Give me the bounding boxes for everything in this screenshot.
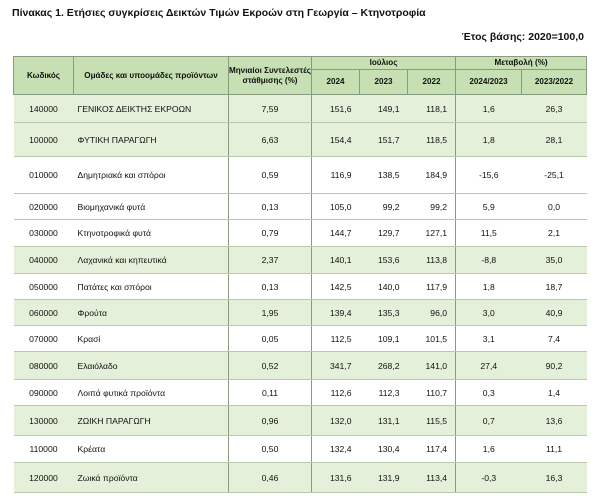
cell-group-name: Πατάτες και σπόροι	[74, 274, 229, 300]
header-year-2022: 2022	[408, 70, 456, 95]
cell-weight: 2,37	[229, 247, 312, 274]
cell-change-2024-2023: 1,8	[456, 123, 522, 157]
cell-weight: 0,96	[229, 406, 312, 436]
cell-change-2024-2023: -15,6	[456, 157, 522, 194]
cell-group-name: Λαχανικά και κηπευτικά	[74, 247, 229, 274]
cell-july-2024: 132,4	[312, 436, 360, 463]
cell-july-2023: 153,6	[360, 247, 408, 274]
cell-code: 130000	[14, 406, 74, 436]
header-year-2024: 2024	[312, 70, 360, 95]
cell-change-2024-2023: 1,6	[456, 436, 522, 463]
cell-change-2023-2022: 16,3	[522, 463, 587, 493]
cell-change-2024-2023: 0,7	[456, 406, 522, 436]
table-row	[14, 123, 587, 157]
cell-july-2024: 139,4	[312, 300, 360, 326]
table-row	[14, 274, 587, 300]
cell-july-2022: 101,5	[408, 326, 456, 352]
cell-july-2023: 131,1	[360, 406, 408, 436]
cell-change-2023-2022: 26,3	[522, 95, 587, 123]
cell-weight: 1,95	[229, 300, 312, 326]
table-row	[14, 352, 587, 380]
table-row	[14, 247, 587, 274]
cell-july-2023: 140,0	[360, 274, 408, 300]
cell-change-2024-2023: 5,9	[456, 194, 522, 220]
cell-july-2022: 96,0	[408, 300, 456, 326]
cell-code: 060000	[14, 300, 74, 326]
cell-change-2023-2022: 35,0	[522, 247, 587, 274]
cell-july-2023: 138,5	[360, 157, 408, 194]
cell-july-2024: 132,0	[312, 406, 360, 436]
cell-group-name: Ζωικά προϊόντα	[74, 463, 229, 493]
output-price-index-table	[13, 56, 587, 493]
cell-code: 050000	[14, 274, 74, 300]
cell-july-2022: 117,4	[408, 436, 456, 463]
header-change-2023-2022: 2023/2022	[522, 70, 587, 95]
cell-change-2024-2023: 0,3	[456, 380, 522, 406]
cell-code: 090000	[14, 380, 74, 406]
cell-weight: 0,13	[229, 274, 312, 300]
cell-weight: 0,52	[229, 352, 312, 380]
header-weights: Μηνιαίοι Συντελεστές στάθμισης (%)	[229, 57, 312, 95]
table-row	[14, 95, 587, 123]
cell-group-name: Ελαιόλαδο	[74, 352, 229, 380]
cell-july-2024: 112,6	[312, 380, 360, 406]
cell-weight: 0,05	[229, 326, 312, 352]
cell-july-2024: 142,5	[312, 274, 360, 300]
cell-change-2024-2023: 27,4	[456, 352, 522, 380]
cell-july-2022: 113,8	[408, 247, 456, 274]
cell-group-name: Δημητριακά και σπόροι	[74, 157, 229, 194]
table-row	[14, 300, 587, 326]
cell-july-2023: 131,9	[360, 463, 408, 493]
cell-july-2022: 127,1	[408, 220, 456, 247]
cell-july-2024: 140,1	[312, 247, 360, 274]
cell-change-2024-2023: -8,8	[456, 247, 522, 274]
table-row	[14, 220, 587, 247]
cell-code: 010000	[14, 157, 74, 194]
cell-july-2022: 113,4	[408, 463, 456, 493]
cell-july-2024: 341,7	[312, 352, 360, 380]
cell-july-2023: 99,2	[360, 194, 408, 220]
cell-july-2024: 112,5	[312, 326, 360, 352]
cell-group-name: Λοιπά φυτικά προϊόντα	[74, 380, 229, 406]
cell-change-2023-2022: 11,1	[522, 436, 587, 463]
cell-july-2024: 116,9	[312, 157, 360, 194]
table-row	[14, 463, 587, 493]
table-title: Πίνακας 1. Ετήσιες συγκρίσεις Δεικτών Τιμών Εκροών στη Γεωργία – Κτηνοτροφία	[12, 7, 426, 19]
cell-july-2023: 149,1	[360, 95, 408, 123]
cell-group-name: Φρούτα	[74, 300, 229, 326]
cell-change-2024-2023: -0,3	[456, 463, 522, 493]
cell-july-2024: 144,7	[312, 220, 360, 247]
cell-code: 040000	[14, 247, 74, 274]
cell-change-2023-2022: -25,1	[522, 157, 587, 194]
cell-july-2022: 115,5	[408, 406, 456, 436]
header-change: Μεταβολή (%)	[456, 57, 587, 70]
cell-july-2022: 99,2	[408, 194, 456, 220]
cell-change-2024-2023: 1,6	[456, 95, 522, 123]
cell-weight: 7,59	[229, 95, 312, 123]
cell-group-name: ΦΥΤΙΚΗ ΠΑΡΑΓΩΓΗ	[74, 123, 229, 157]
table-row	[14, 194, 587, 220]
cell-change-2024-2023: 11,5	[456, 220, 522, 247]
cell-weight: 0,50	[229, 436, 312, 463]
cell-july-2023: 109,1	[360, 326, 408, 352]
table-row	[14, 436, 587, 463]
cell-july-2024: 105,0	[312, 194, 360, 220]
cell-group-name: ΖΩΙΚΗ ΠΑΡΑΓΩΓΗ	[74, 406, 229, 436]
cell-july-2023: 112,3	[360, 380, 408, 406]
cell-code: 140000	[14, 95, 74, 123]
cell-change-2023-2022: 1,4	[522, 380, 587, 406]
cell-group-name: Κτηνοτροφικά φυτά	[74, 220, 229, 247]
cell-change-2023-2022: 13,6	[522, 406, 587, 436]
cell-code: 110000	[14, 436, 74, 463]
cell-july-2022: 184,9	[408, 157, 456, 194]
cell-group-name: Βιομηχανικά φυτά	[74, 194, 229, 220]
cell-change-2023-2022: 18,7	[522, 274, 587, 300]
cell-weight: 6,63	[229, 123, 312, 157]
cell-july-2024: 151,6	[312, 95, 360, 123]
cell-july-2022: 118,1	[408, 95, 456, 123]
cell-code: 080000	[14, 352, 74, 380]
cell-code: 020000	[14, 194, 74, 220]
cell-change-2023-2022: 90,2	[522, 352, 587, 380]
cell-weight: 0,59	[229, 157, 312, 194]
header-change-2024-2023: 2024/2023	[456, 70, 522, 95]
cell-weight: 0,13	[229, 194, 312, 220]
cell-july-2023: 129,7	[360, 220, 408, 247]
cell-july-2023: 268,2	[360, 352, 408, 380]
cell-weight: 0,46	[229, 463, 312, 493]
base-year-label: Έτος βάσης: 2020=100,0	[461, 31, 584, 43]
header-july: Ιούλιος	[312, 57, 456, 70]
cell-july-2022: 141,0	[408, 352, 456, 380]
header-year-2023: 2023	[360, 70, 408, 95]
cell-weight: 0,11	[229, 380, 312, 406]
header-code: Κωδικός	[14, 57, 74, 95]
cell-july-2022: 118,5	[408, 123, 456, 157]
cell-weight: 0,79	[229, 220, 312, 247]
cell-group-name: Κρασί	[74, 326, 229, 352]
cell-july-2024: 131,6	[312, 463, 360, 493]
cell-change-2023-2022: 40,9	[522, 300, 587, 326]
cell-july-2022: 110,7	[408, 380, 456, 406]
cell-july-2023: 130,4	[360, 436, 408, 463]
cell-code: 030000	[14, 220, 74, 247]
table-row	[14, 406, 587, 436]
cell-code: 120000	[14, 463, 74, 493]
cell-change-2023-2022: 2,1	[522, 220, 587, 247]
cell-code: 070000	[14, 326, 74, 352]
header-groups: Ομάδες και υποομάδες προϊόντων	[74, 57, 229, 95]
table-row	[14, 157, 587, 194]
cell-change-2024-2023: 3,0	[456, 300, 522, 326]
cell-july-2022: 117,9	[408, 274, 456, 300]
cell-change-2023-2022: 7,4	[522, 326, 587, 352]
cell-group-name: ΓΕΝΙΚΟΣ ΔΕΙΚΤΗΣ ΕΚΡΟΩΝ	[74, 95, 229, 123]
cell-change-2024-2023: 3,1	[456, 326, 522, 352]
cell-july-2023: 135,3	[360, 300, 408, 326]
cell-july-2024: 154,4	[312, 123, 360, 157]
cell-code: 100000	[14, 123, 74, 157]
cell-group-name: Κρέατα	[74, 436, 229, 463]
cell-july-2023: 151,7	[360, 123, 408, 157]
table-row	[14, 326, 587, 352]
cell-change-2024-2023: 1,8	[456, 274, 522, 300]
cell-change-2023-2022: 28,1	[522, 123, 587, 157]
cell-change-2023-2022: 0,0	[522, 194, 587, 220]
table-row	[14, 380, 587, 406]
